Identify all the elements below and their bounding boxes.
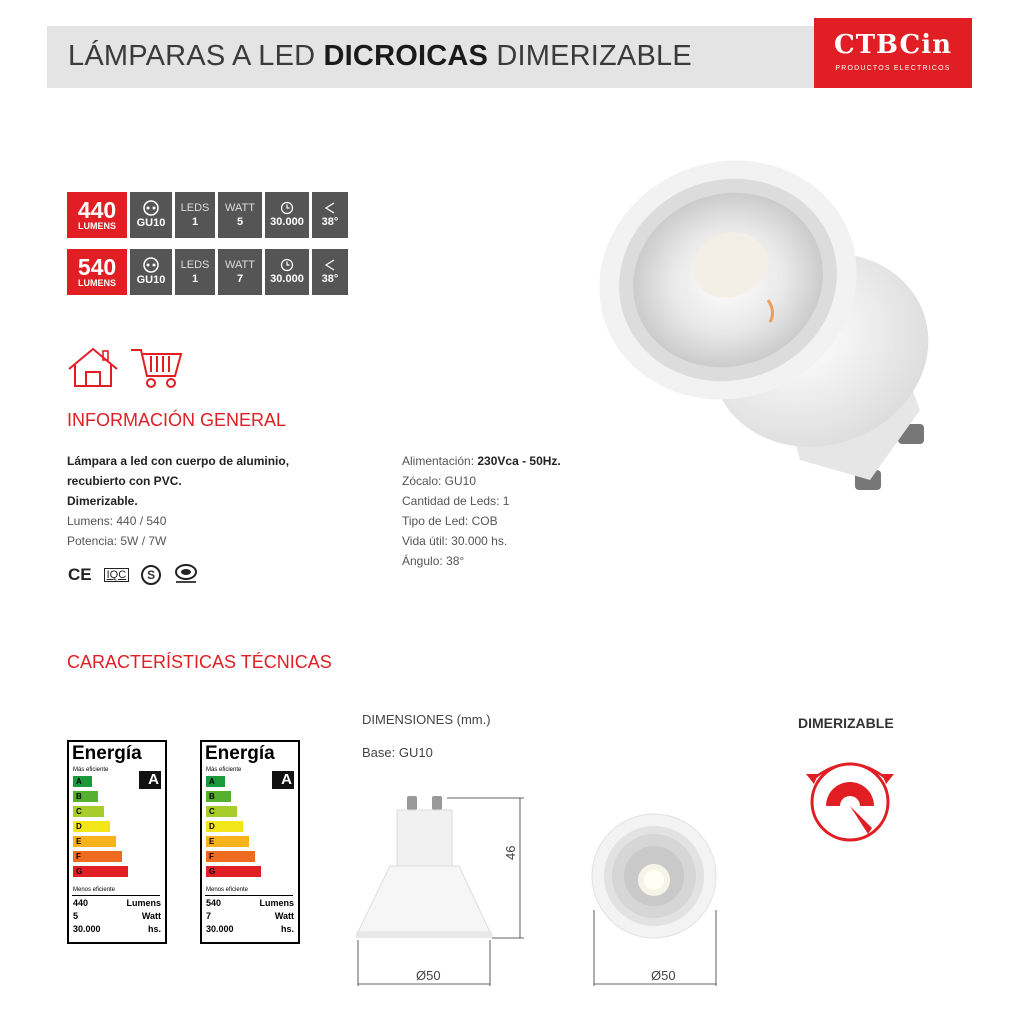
- diameter-dimension-side: Ø50: [416, 968, 441, 983]
- clock-icon: [280, 258, 294, 272]
- energy-menos-eficiente: Menos eficiente: [73, 887, 116, 893]
- leds-cell: LEDS 1: [175, 249, 215, 295]
- life-cell: 30.000: [265, 192, 309, 238]
- logo-text: CTBCin: [834, 30, 952, 60]
- energy-title: Energía: [72, 743, 142, 764]
- side-view-drawing: [352, 790, 532, 990]
- socket-icon: [141, 200, 161, 216]
- energy-bar-a: A: [73, 776, 92, 787]
- height-dimension: 46: [503, 845, 518, 860]
- energy-bar-b: B: [73, 791, 98, 802]
- dimerizable-label: DIMERIZABLE: [798, 715, 894, 731]
- energy-bar-c: C: [73, 806, 104, 817]
- angle-icon: [323, 258, 337, 272]
- potencia-text: Potencia: 5W / 7W: [67, 534, 167, 548]
- ce-mark: CE: [68, 565, 92, 584]
- general-right-column: [402, 451, 561, 571]
- section-title-general: INFORMACIÓN GENERAL: [67, 410, 287, 430]
- diameter-dimension-front: Ø50: [651, 968, 676, 983]
- energy-bar-c: C: [206, 806, 237, 817]
- general-left-column: [67, 451, 289, 551]
- clock-icon: [280, 201, 294, 215]
- watt-cell: WATT 5: [218, 192, 262, 238]
- angle-cell: 38°: [312, 192, 348, 238]
- energy-bar-e: E: [73, 836, 116, 847]
- energy-bar-d: D: [206, 821, 243, 832]
- angle-cell: 38°: [312, 249, 348, 295]
- watt-cell: WATT 7: [218, 249, 262, 295]
- energy-bar-f: F: [73, 851, 122, 862]
- certifications: [68, 563, 199, 587]
- energy-mas-eficiente: Más eficiente: [73, 767, 109, 773]
- energy-bar-e: E: [206, 836, 249, 847]
- energy-bar-b: B: [206, 791, 231, 802]
- spec-row-440: [67, 192, 351, 238]
- angle-icon: [323, 201, 337, 215]
- energy-bar-a: A: [206, 776, 225, 787]
- certification-seal-icon: [173, 563, 199, 587]
- spec-row-540: [67, 249, 351, 295]
- angulo-text: Ángulo: 38°: [402, 554, 465, 568]
- energy-mas-eficiente: Más eficiente: [206, 767, 242, 773]
- product-image-lamp: [590, 140, 950, 500]
- energy-bar-d: D: [73, 821, 110, 832]
- dimensions-title: DIMENSIONES (mm.): [362, 712, 491, 727]
- desc-line: recubierto con PVC.: [67, 474, 182, 488]
- iqc-mark: IQC: [104, 568, 130, 582]
- energy-class-arrow: A: [272, 771, 294, 789]
- lumens-badge: 540 LUMENS: [67, 249, 127, 295]
- desc-line: Lámpara a led con cuerpo de aluminio,: [67, 454, 290, 468]
- logo-subtitle: PRODUCTOS ELECTRICOS: [835, 65, 951, 72]
- page-title: LÁMPARAS A LED DICROICAS DIMERIZABLE: [68, 40, 692, 72]
- tipo-led-text: Tipo de Led: COB: [402, 514, 498, 528]
- house-icon: [66, 345, 120, 389]
- base-label: Base: GU10: [362, 745, 433, 760]
- dimmer-icon: [800, 750, 900, 850]
- desc-line: Dimerizable.: [67, 494, 138, 508]
- socket-cell: GU10: [130, 249, 172, 295]
- energy-bar-g: G: [206, 866, 261, 877]
- cantidad-leds-text: Cantidad de Leds: 1: [402, 494, 510, 508]
- energy-bar-f: F: [206, 851, 255, 862]
- lumens-text: Lumens: 440 / 540: [67, 514, 167, 528]
- socket-cell: GU10: [130, 192, 172, 238]
- energy-label-440: Energía Más eficiente A B C D E F G A Menos eficiente 440 Lumens 5 Watt 30.000 hs.: [67, 740, 167, 944]
- lumens-badge: 440 LUMENS: [67, 192, 127, 238]
- energy-menos-eficiente: Menos eficiente: [206, 887, 249, 893]
- energy-title: Energía: [205, 743, 275, 764]
- energy-label-540: Energía Más eficiente A B C D E F G A Menos eficiente 540 Lumens 7 Watt 30.000 hs.: [200, 740, 300, 944]
- leds-cell: LEDS 1: [175, 192, 215, 238]
- vida-util-text: Vida útil: 30.000 hs.: [402, 534, 508, 548]
- s-mark: S: [141, 565, 161, 585]
- energy-bar-g: G: [73, 866, 128, 877]
- energy-class-arrow: A: [139, 771, 161, 789]
- zocalo-text: Zócalo: GU10: [402, 474, 477, 488]
- alimentacion-text: Alimentación: 230Vca - 50Hz.: [402, 454, 561, 468]
- cart-icon: [129, 346, 183, 390]
- socket-icon: [141, 257, 161, 273]
- life-cell: 30.000: [265, 249, 309, 295]
- front-view-drawing: [588, 810, 738, 990]
- brand-logo: [814, 18, 972, 88]
- section-title-tecnicas: CARACTERÍSTICAS TÉCNICAS: [67, 652, 332, 672]
